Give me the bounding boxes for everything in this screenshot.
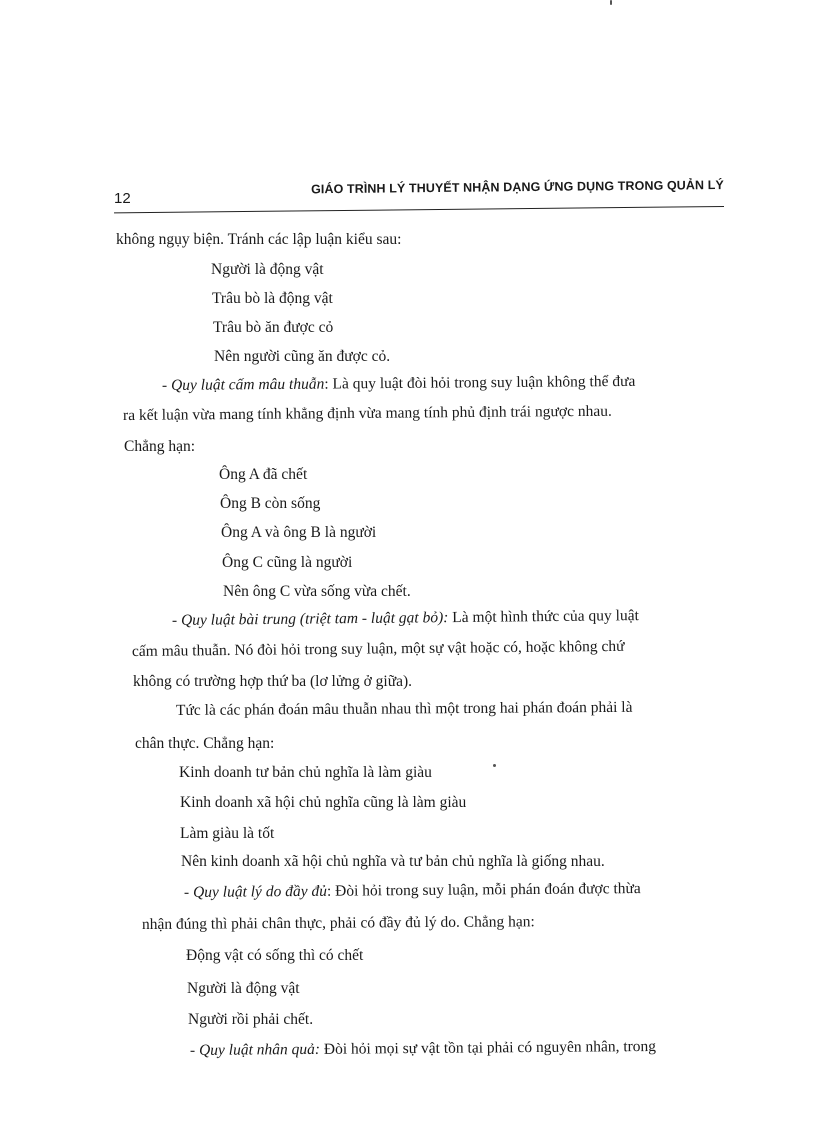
body-line: không ngụy biện. Tránh các lập luận kiểu sau:	[116, 231, 402, 248]
body-line: Tức là các phán đoán mâu thuẫn nhau thì một trong hai phán đoán phải là	[175, 698, 633, 719]
rule-paragraph-start: - Quy luật bài trung (triệt tam - luật gạt bỏ): Là một hình thức của quy luật	[171, 607, 639, 629]
rule-paragraph-start: - Quy luật cấm mâu thuẫn: Là quy luật đòi hỏi trong suy luận không thể đưa	[161, 372, 636, 394]
header-rule	[114, 206, 724, 213]
example-line: Nên kinh doanh xã hội chủ nghĩa và tư bản chủ nghĩa là giống nhau.	[181, 853, 605, 870]
example-line: Người rồi phải chết.	[188, 1011, 314, 1028]
example-line: Người là động vật	[211, 261, 324, 278]
body-line: không có trường hợp thứ ba (lơ lửng ở giữa).	[133, 673, 413, 690]
example-line: Người là động vật	[187, 980, 300, 997]
example-line: Ông C cũng là người	[222, 554, 353, 571]
body-line: nhận đúng thì phải chân thực, phải có đầy đủ lý do. Chẳng hạn:	[141, 913, 535, 933]
example-line: Ông B còn sống	[220, 495, 321, 512]
page-number: 12	[114, 190, 131, 207]
page-header	[114, 176, 724, 206]
example-line: Kinh doanh xã hội chủ nghĩa cũng là làm giàu	[180, 794, 467, 811]
body-line: Chẳng hạn:	[124, 438, 196, 455]
rule-term: - Quy luật bài trung (triệt tam - luật gạt bỏ):	[171, 609, 449, 629]
running-title: GIÁO TRÌNH LÝ THUYẾT NHẬN DẠNG ỨNG DỤNG TRONG QUẢN LÝ	[311, 178, 725, 197]
rule-term: - Quy luật lý do đầy đủ	[183, 882, 327, 901]
example-line: Nên ông C vừa sống vừa chết.	[223, 583, 411, 600]
example-line: Làm giàu là tốt	[180, 825, 275, 842]
example-line: Nên người cũng ăn được cỏ.	[214, 348, 391, 365]
example-line: Trâu bò là động vật	[212, 290, 333, 307]
rule-paragraph-start: - Quy luật nhân quả: Đòi hỏi mọi sự vật tồn tại phải có nguyên nhân, trong	[189, 1037, 657, 1059]
body-line: cấm mâu thuẫn. Nó đòi hỏi trong suy luận, một sự vật hoặc có, hoặc không chứ	[131, 637, 625, 660]
example-line: Ông A và ông B là người	[221, 524, 377, 541]
rule-term: - Quy luật nhân quả:	[189, 1040, 321, 1059]
example-line: Ông A đã chết	[219, 466, 308, 483]
example-line: Động vật có sống thì có chết	[186, 947, 364, 964]
scan-speck	[610, 0, 612, 5]
body-line: chân thực. Chẳng hạn:	[135, 735, 275, 752]
body-line: ra kết luận vừa mang tính khẳng định vừa mang tính phủ định trái ngược nhau.	[122, 402, 612, 424]
rule-paragraph-start: - Quy luật lý do đầy đủ: Đòi hỏi trong suy luận, mỗi phán đoán được thừa	[183, 880, 641, 901]
scan-speck	[493, 764, 496, 767]
rule-term: - Quy luật cấm mâu thuẫn	[161, 375, 325, 394]
example-line: Kinh doanh tư bản chủ nghĩa là làm giàu	[179, 764, 432, 781]
example-line: Trâu bò ăn được cỏ	[213, 319, 334, 336]
